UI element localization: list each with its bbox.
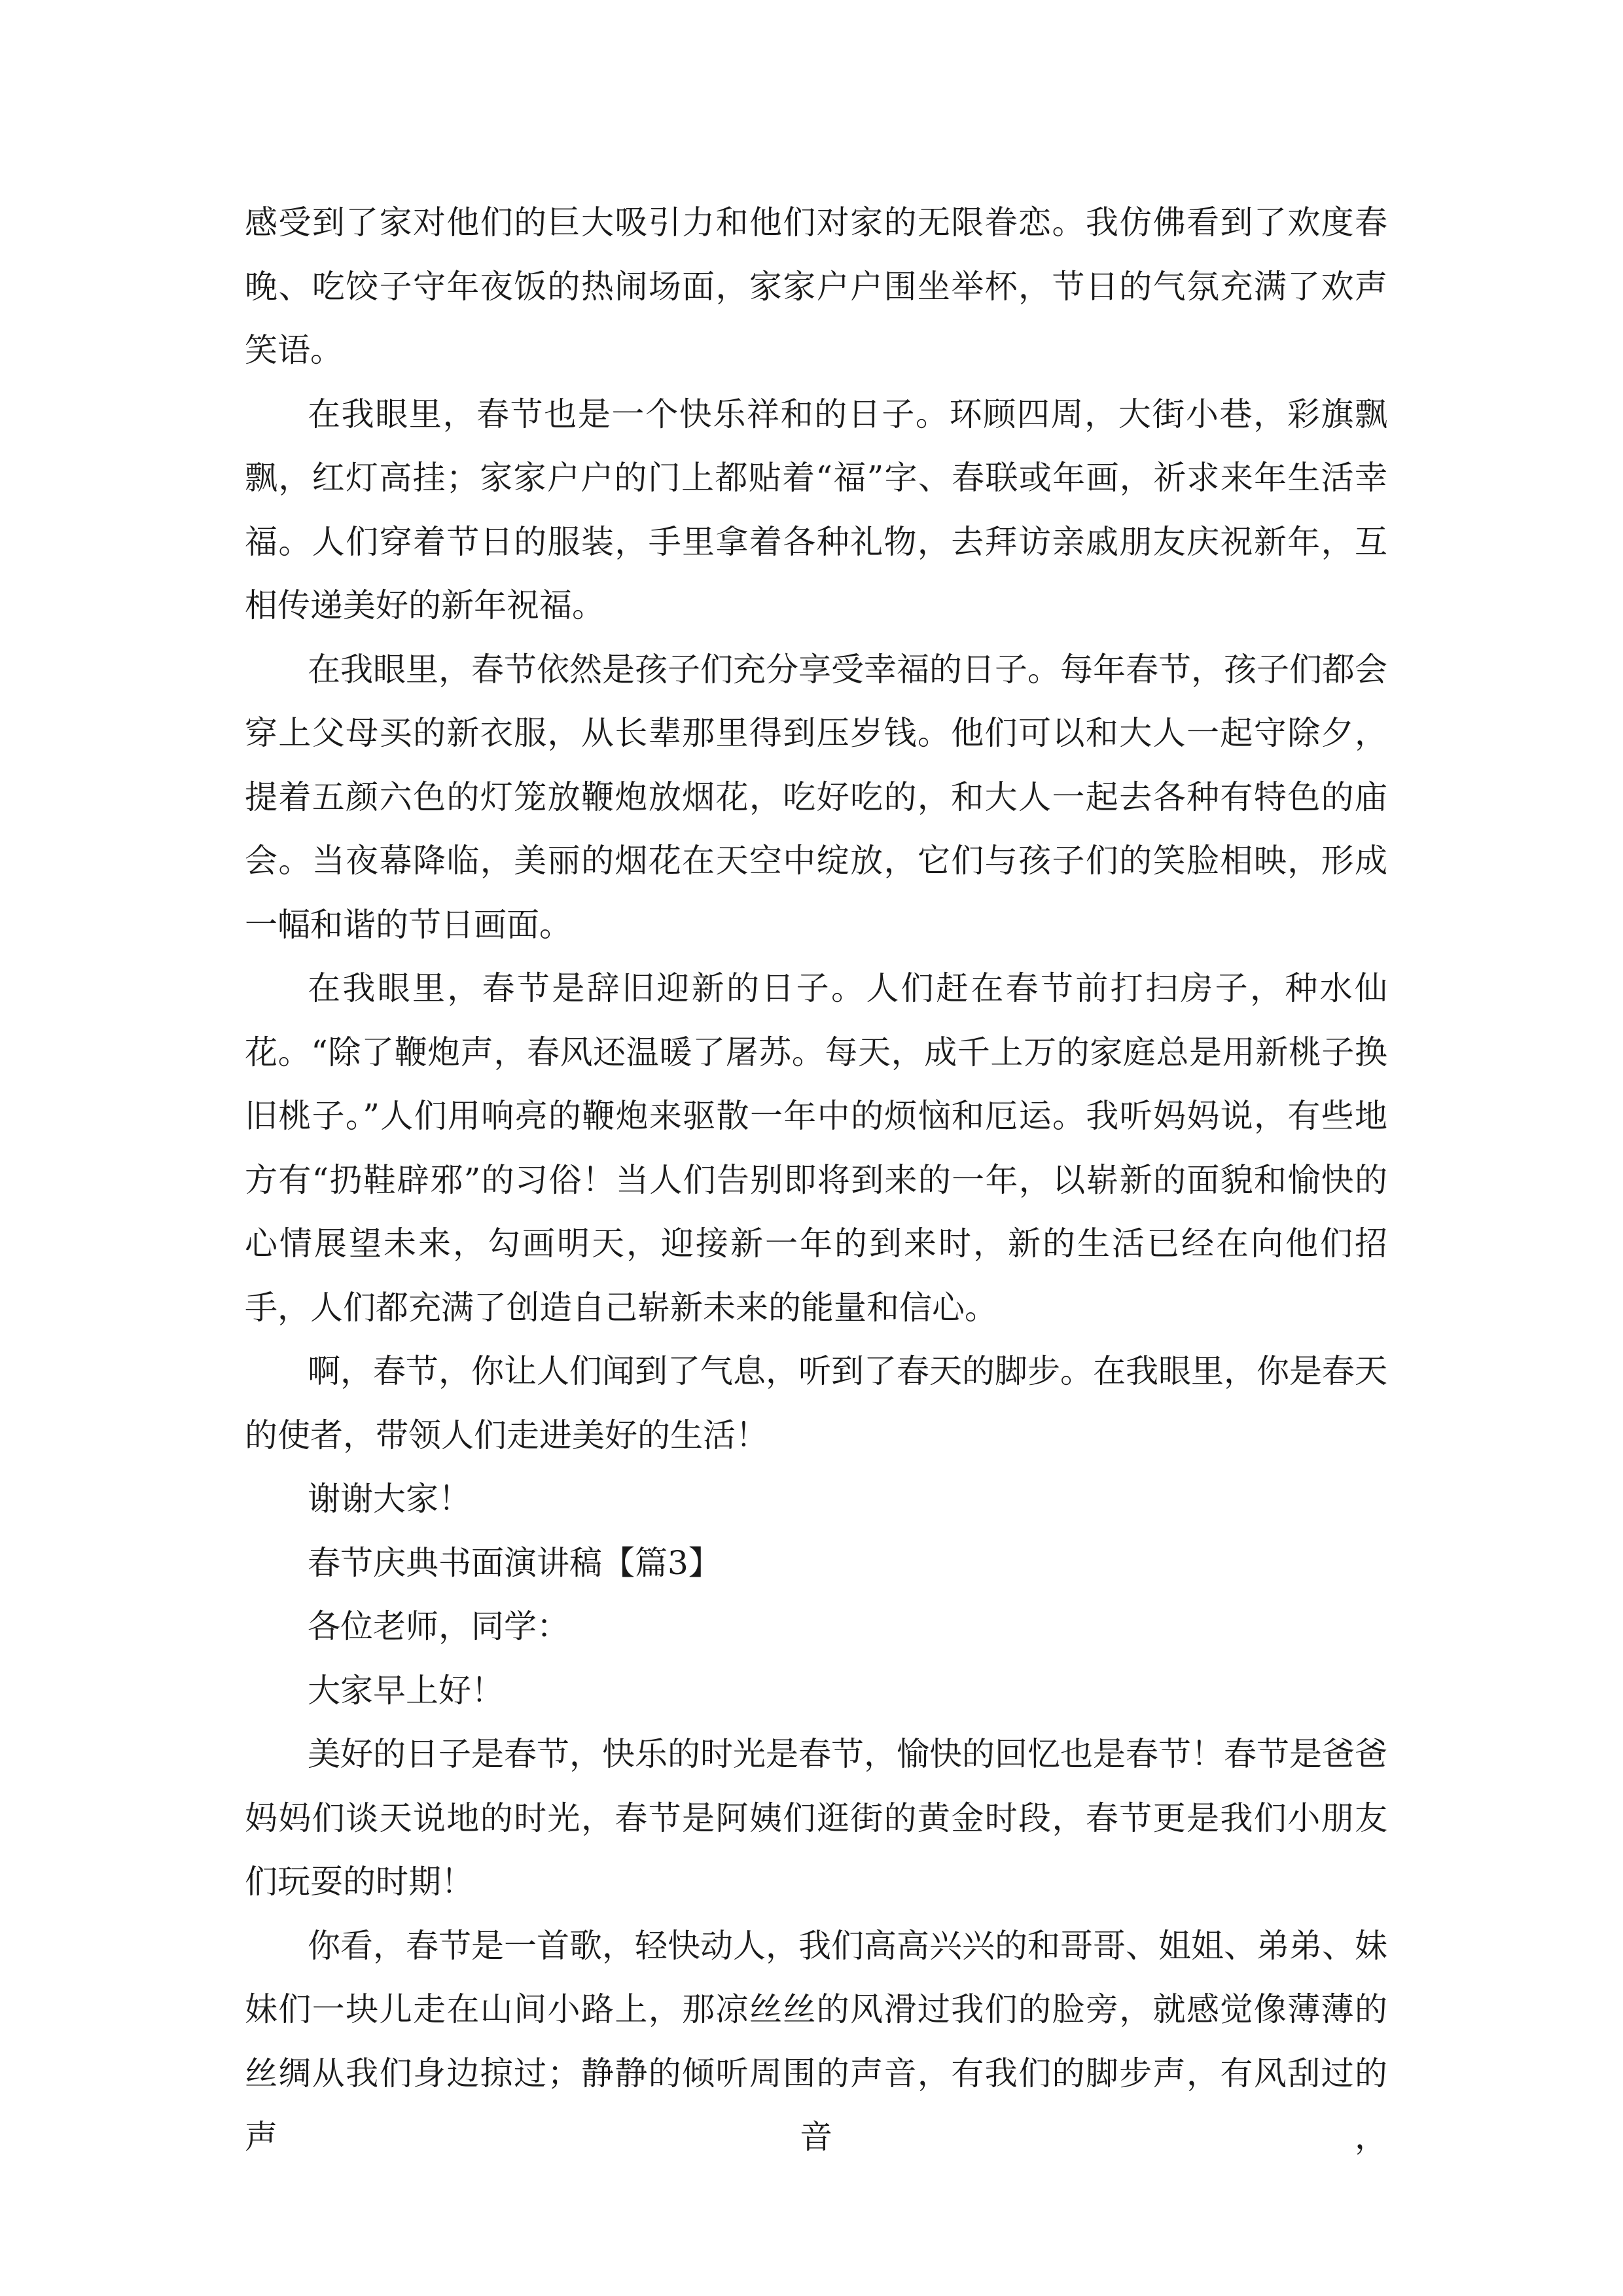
- closing-thanks: 谢谢大家！: [308, 1480, 471, 1518]
- paragraph-4: 在我眼里，春节是辞旧迎新的日子。人们赶在春节前打扫房子，种水仙花。“除了鞭炮声，春风还温暖了屠苏。每天，成千上万的家庭总是用新桃子换旧桃子。”人们用响亮的鞭炮来驱散一年中的烦恼和厄运。我听妈妈说，有些地方有“扔鞋辟邪”的习俗！当人们告别即将到来的一年，以崭新的面貌和愉快的心情展望未来，勾画明天，迎接新一年的到来时，新的生活已经在向他们招手，人们都充满了创造自己崭新未来的能量和信心。: [245, 969, 1387, 1327]
- paragraph-3: 在我眼里，春节依然是孩子们充分享受幸福的日子。每年春节，孩子们都会穿上父母买的新衣服，从长辈那里得到压岁钱。他们可以和大人一起守除夕，提着五颜六色的灯笼放鞭炮放烟花，吃好吃的，和大人一起去各种有特色的庙会。当夜幕降临，美丽的烟花在天空中绽放，它们与孩子们的笑脸相映，形成一幅和谐的节日画面。: [245, 650, 1387, 944]
- paragraph-2: 在我眼里，春节也是一个快乐祥和的日子。环顾四周，大街小巷，彩旗飘飘，红灯高挂；家家户户的门上都贴着“福”字、春联或年画，祈求来年生活幸福。人们穿着节日的服装，手里拿着各种礼物，去拜访亲戚朋友庆祝新年，互相传递美好的新年祝福。: [245, 395, 1387, 624]
- paragraph-6: 美好的日子是春节，快乐的时光是春节，愉快的回忆也是春节！春节是爸爸妈妈们谈天说地的时光，春节是阿姨们逛街的黄金时段，春节更是我们小朋友们玩耍的时期！: [245, 1735, 1387, 1901]
- greeting: 大家早上好！: [308, 1671, 504, 1710]
- paragraph-5: 啊，春节，你让人们闻到了气息，听到了春天的脚步。在我眼里，你是春天的使者，带领人们走进美好的生活！: [245, 1352, 1387, 1454]
- paragraph-1: 感受到了家对他们的巨大吸引力和他们对家的无限眷恋。我仿佛看到了欢度春晚、吃饺子守年夜饭的热闹场面，家家户户围坐举杯，节日的气氛充满了欢声笑语。: [245, 204, 1387, 369]
- document-body: [245, 191, 1387, 2170]
- salutation: 各位老师，同学：: [308, 1607, 569, 1645]
- paragraph-7: 你看，春节是一首歌，轻快动人，我们高高兴兴的和哥哥、姐姐、弟弟、妹妹们一块儿走在山间小路上，那凉丝丝的风滑过我们的脸旁，就感觉像薄薄的丝绸从我们身边掠过；静静的倾听周围的声音，有我们的脚步声，有风刮过的声音，: [245, 1926, 1387, 2156]
- section-heading: 春节庆典书面演讲稿【篇3】: [308, 1543, 721, 1582]
